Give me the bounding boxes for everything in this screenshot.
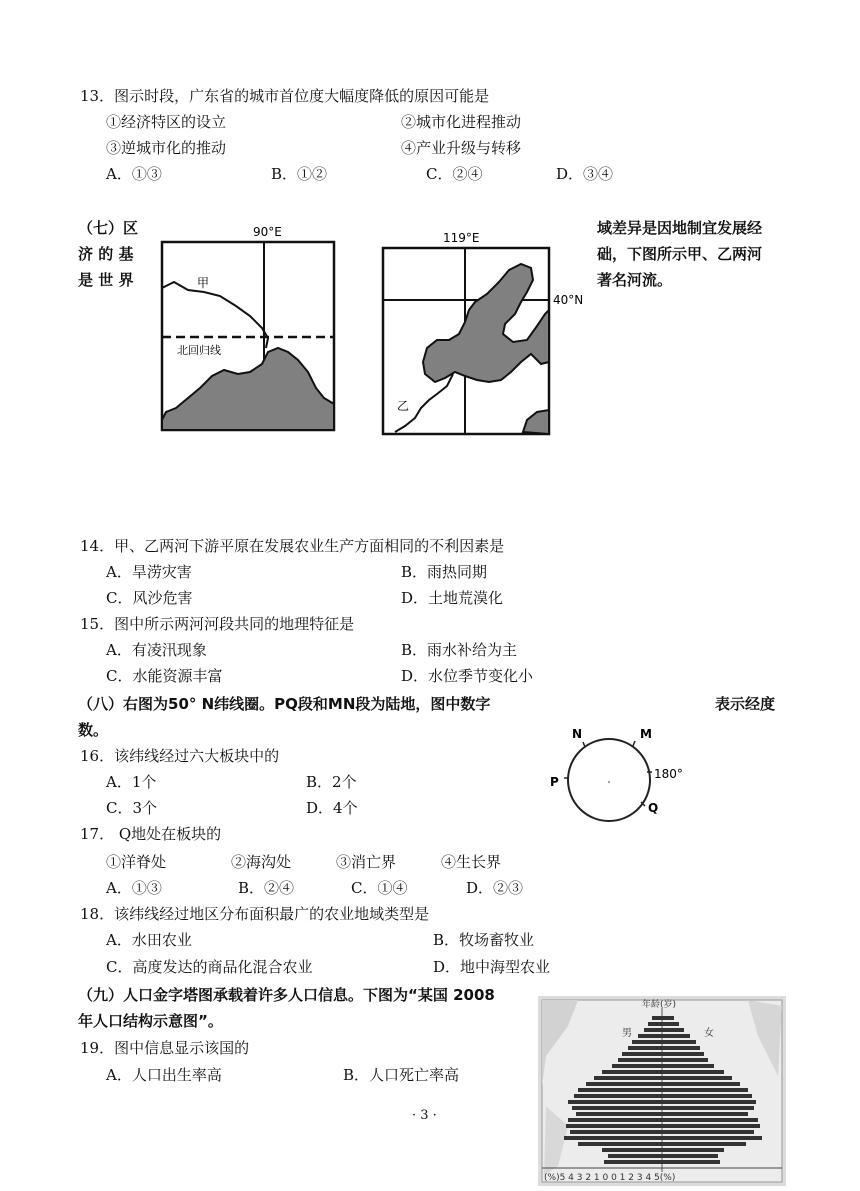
q13-option-3: ③逆城市化的推动 [106,139,227,157]
q15-choice-c: C．水能资源丰富 [106,667,223,685]
population-pyramid-figure [538,996,786,1186]
q16-choice-d: D．4个 [306,799,358,817]
pyramid-male-label: 男 [622,1028,632,1039]
q17-option-2: ②海沟处 [231,853,292,871]
q17-stem: 17． Q地处在板块的 [80,825,222,843]
sec7-left-line3: 是 世 界 [78,271,134,289]
sec8-line1-left: （八）右图为50° N纬线圈。PQ段和MN段为陆地，图中数字 [78,695,491,713]
q16-choice-a: A．1个 [106,773,157,791]
q18-choice-b: B．牧场畜牧业 [433,931,535,949]
q13-option-1: ①经济特区的设立 [106,113,227,131]
pyramid-female-label: 女 [704,1028,714,1039]
q18-choice-d: D．地中海型农业 [433,958,551,976]
q15-choice-b: B．雨水补给为主 [401,641,518,659]
sec8-line2: 数。 [78,721,109,739]
point-m-label: M [640,727,652,741]
point-q-label: Q [648,801,659,815]
q14-choice-a: A．旱涝灾害 [106,563,192,581]
q15-choice-a: A．有凌汛现象 [106,641,207,659]
q19-stem: 19．图中信息显示该国的 [80,1039,250,1057]
q15-stem: 15．图中所示两河河段共同的地理特征是 [80,615,355,633]
point-n-label: N [572,727,583,741]
q18-stem: 18．该纬线经过地区分布面积最广的农业地域类型是 [80,905,430,923]
sec8-line1-right: 表示经度 [715,695,776,713]
sec9-line2: 年人口结构示意图”。 [78,1012,223,1030]
q14-stem: 14．甲、乙两河下游平原在发展农业生产方面相同的不利因素是 [80,537,505,555]
sec7-right-line2: 础，下图所示甲、乙两河 [597,245,763,263]
q14-choice-b: B．雨热同期 [401,563,488,581]
q13-option-2: ②城市化进程推动 [401,113,522,131]
sec7-right-line1: 域差异是因地制宜发展经 [597,219,763,237]
q15-choice-d: D．水位季节变化小 [401,667,534,685]
map2-river-label: 乙 [397,399,410,413]
q17-option-1: ①洋脊处 [106,853,167,871]
pyramid-age-title: 年龄(岁) [642,1000,677,1010]
q17-choice-c: C．①④ [351,879,408,897]
page-number: · 3 · [412,1108,437,1123]
q18-choice-a: A．水田农业 [106,931,192,949]
sec7-left-line2: 济 的 基 [78,245,134,263]
q13-option-4: ④产业升级与转移 [401,139,522,157]
q16-choice-b: B．2个 [306,773,357,791]
q17-choice-b: B．②④ [238,879,295,897]
map2-longitude-label: 119°E [443,231,480,245]
q17-option-4: ④生长界 [441,853,502,871]
pyramid-axis-labels: (%)5 4 3 2 1 0 0 1 2 3 4 5(%) [544,1173,676,1183]
map1-tropic-label: 北回归线 [177,344,221,357]
q14-choice-d: D．土地荒漠化 [401,589,504,607]
sec7-left-line1: （七）区 [78,219,139,237]
sec7-right-line3: 著名河流。 [597,271,673,289]
point-p-label: P [550,775,559,789]
latitude-circle-figure [540,722,700,822]
q16-stem: 16．该纬线经过六大板块中的 [80,747,280,765]
map-yi-river [375,222,584,440]
q17-choice-d: D．②③ [466,879,524,897]
q17-choice-a: A．①③ [106,879,162,897]
q14-choice-c: C．风沙危害 [106,589,193,607]
map1-river-label: 甲 [197,276,210,290]
q13-stem: 13．图示时段，广东省的城市首位度大幅度降低的原因可能是 [80,87,490,105]
q16-choice-c: C．3个 [106,799,158,817]
q18-choice-c: C．高度发达的商品化混合农业 [106,958,313,976]
q13-choice-d: D．③④ [556,165,614,183]
q13-choice-b: B．①② [271,165,328,183]
map1-longitude-label: 90°E [253,225,282,239]
sec9-line1: （九）人口金字塔图承载着许多人口信息。下图为“某国 2008 [78,986,495,1004]
q19-choice-a: A．人口出生率高 [106,1066,222,1084]
q13-choice-c: C．②④ [426,165,483,183]
map-jia-river [150,220,350,440]
map2-latitude-label: 40°N [553,293,584,307]
q17-option-3: ③消亡界 [336,853,397,871]
q19-choice-b: B．人口死亡率高 [343,1066,460,1084]
degree-180-label: 180° [654,767,683,781]
q13-choice-a: A．①③ [106,165,162,183]
